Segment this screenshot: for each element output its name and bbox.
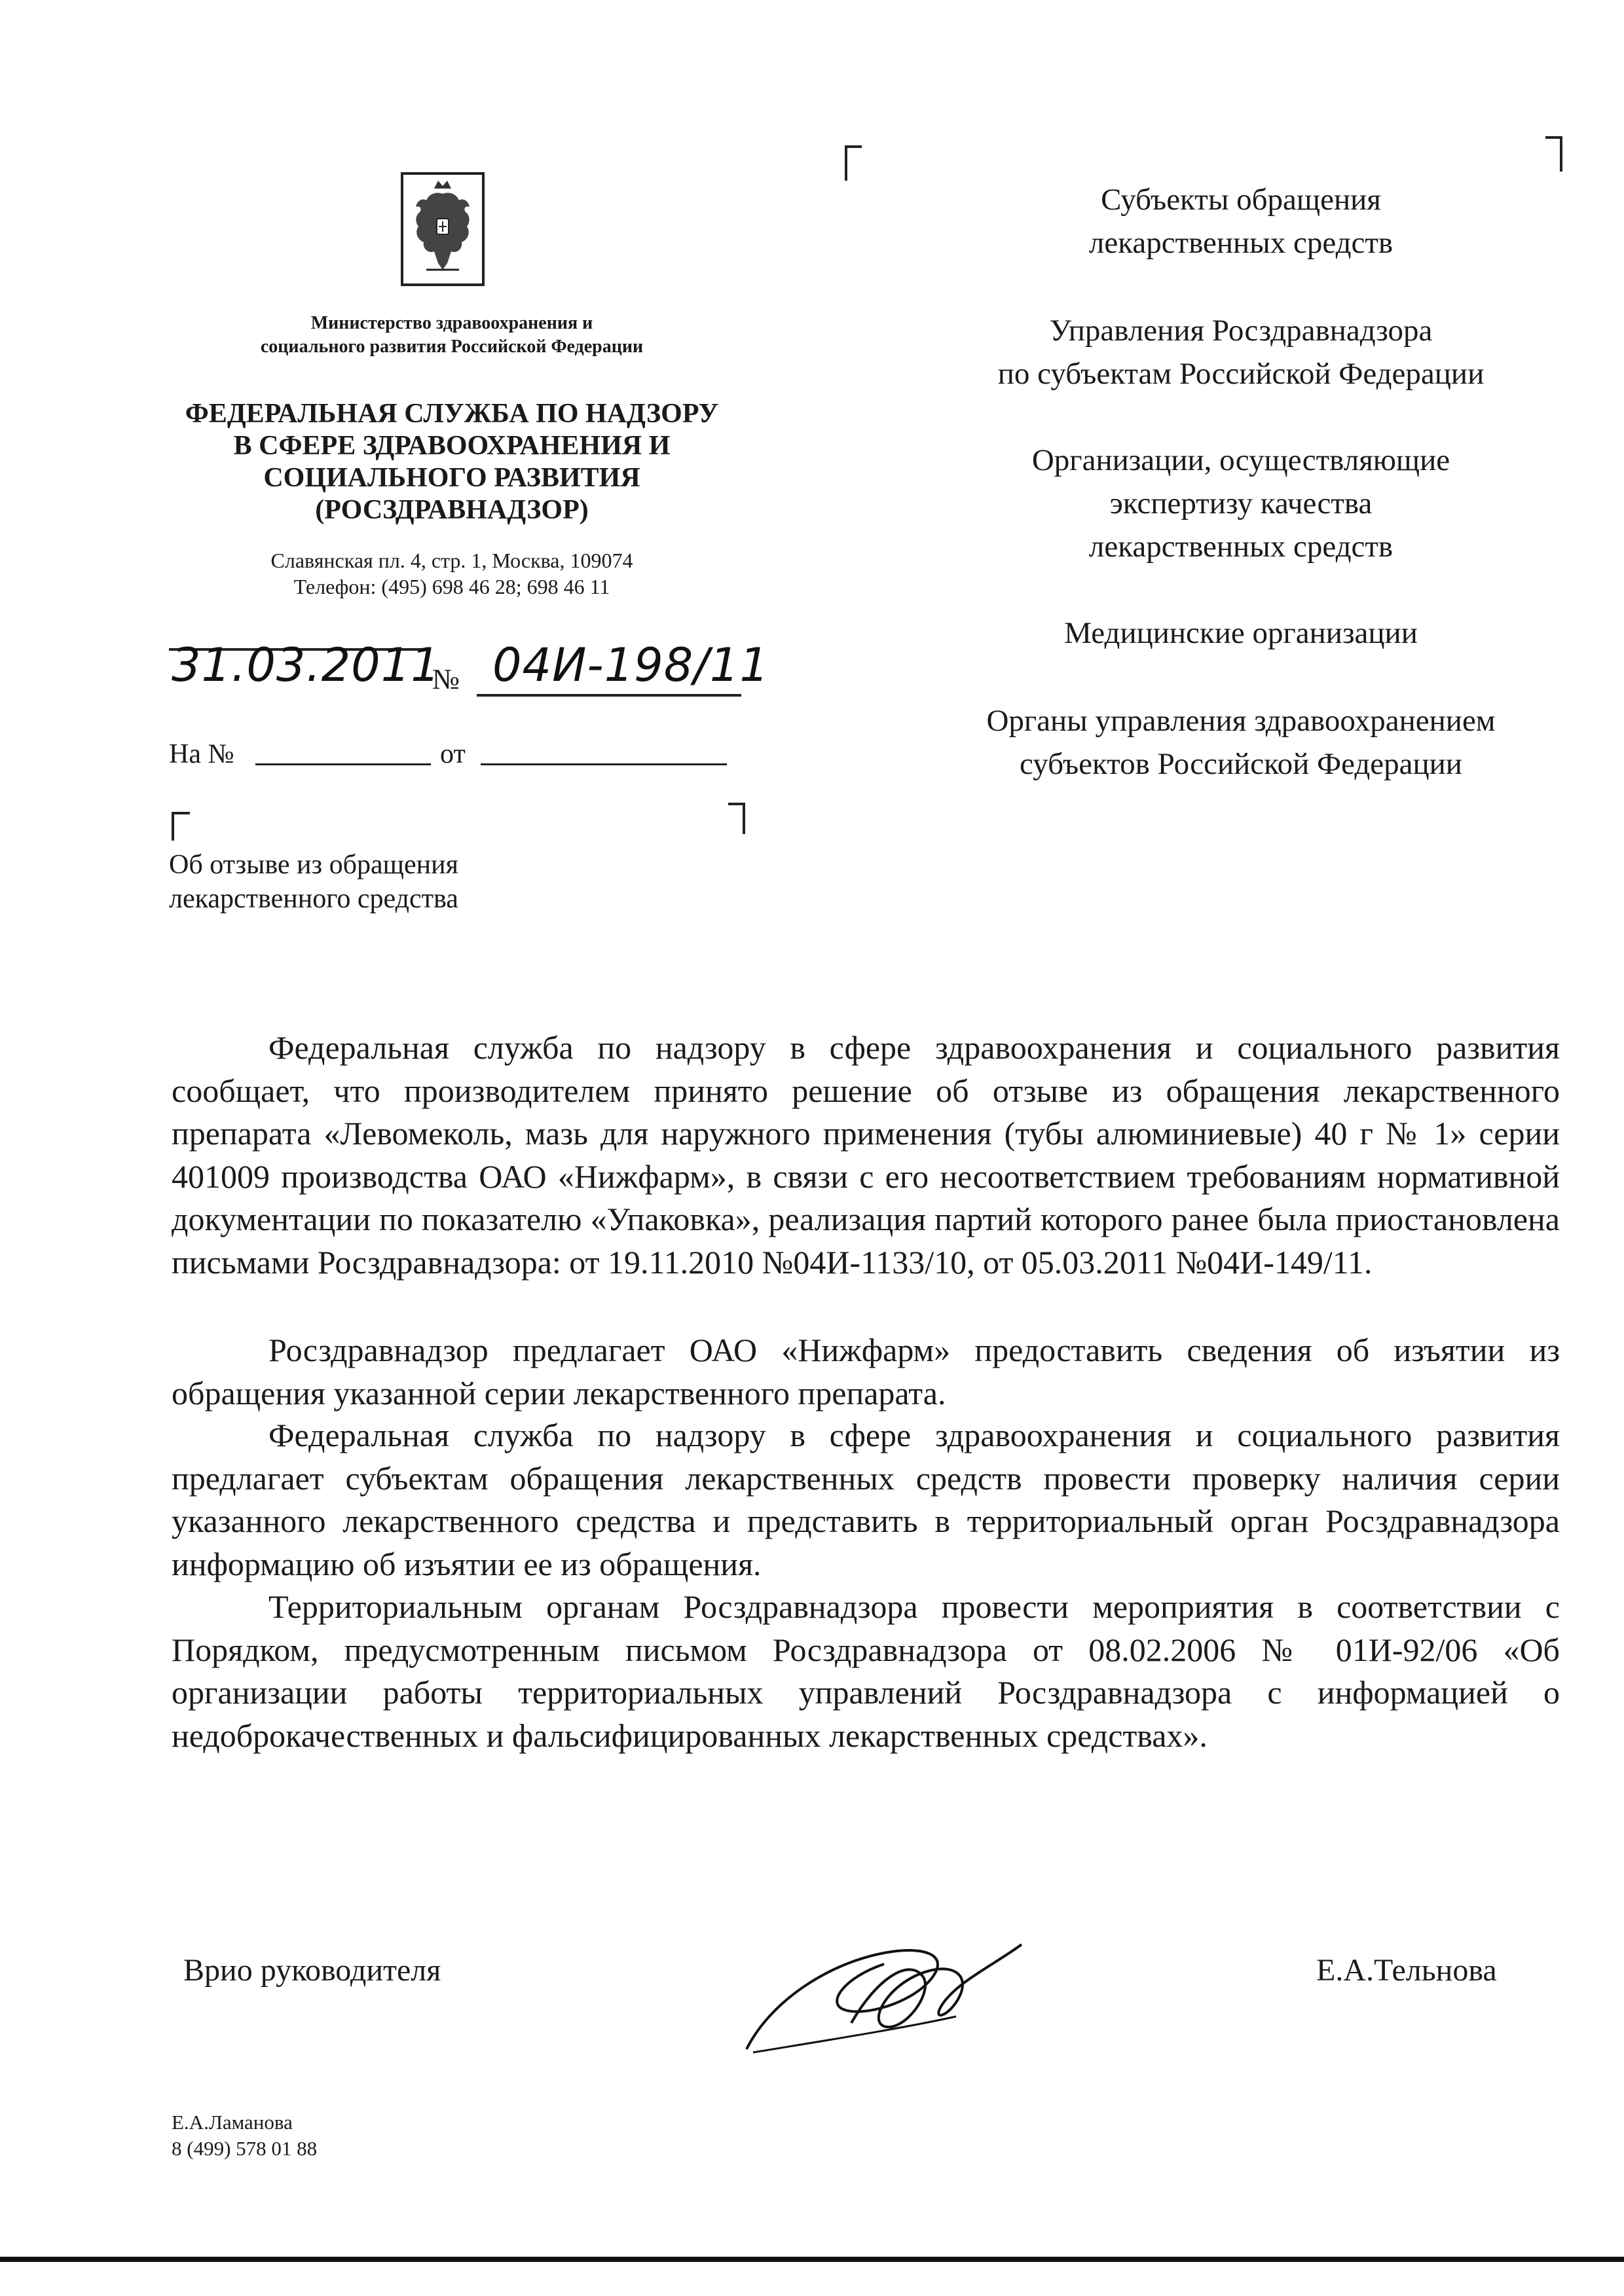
addressee-2-line-2: по субъектам Российской Федерации — [997, 357, 1485, 391]
agency-name-line-1: ФЕДЕРАЛЬНАЯ СЛУЖБА ПО НАДЗОРУ — [185, 399, 719, 429]
ministry-line-2: социального развития Российской Федерации — [260, 337, 644, 357]
subject-corner-right — [728, 803, 745, 834]
addressee-corner-left — [845, 145, 862, 181]
registration-number: 04И-198/11 — [492, 638, 769, 692]
addressee-1-line-1: Субъекты обращения — [1101, 183, 1381, 217]
reply-number-blank — [255, 741, 431, 765]
body-paragraph-4: Территориальным органам Росздравнадзора провести мероприятия в соответствии с Порядком, предусмотренным письмом Росздравнадзора от 08.02.2006 № 01И-92/06 «Об организации работы территориальных управлений Росздравнадзора с информацией о недоброкачественных и фальсифицированных лекарственных средствах». — [172, 1588, 1560, 1754]
bottom-border-line — [0, 2257, 1624, 2262]
agency-name-line-4: (РОСЗДРАВНАДЗОР) — [315, 495, 589, 525]
executor-name: Е.А.Ламанова — [172, 2111, 293, 2134]
body-paragraph-1: Федеральная служба по надзору в сфере здравоохранения и социального развития сообщает, что производителем принято решение об отзыве из обращения лекарственного препарата «Левомеколь, мазь для наружного применения (тубы алюминиевые) 40 г № 1» серии 401009 производства ОАО «Нижфарм», в связи с его несоответствием требованиям нормативной документации по показателю «Упаковка», реализация партий которого ранее была приостановлена письмами Росздравнадзора: от 19.11.2010 №04И-1133/10, от 05.03.2011 №04И-149/11. — [172, 1029, 1560, 1281]
reply-date-blank — [481, 741, 727, 765]
ministry-line-1: Министерство здравоохранения и — [310, 313, 593, 333]
handwritten-signature — [733, 1918, 1035, 2069]
number-sign: № — [432, 663, 460, 695]
agency-name-line-2: В СФЕРЕ ЗДРАВООХРАНЕНИЯ И — [233, 431, 671, 461]
subject-line-1: Об отзыве из обращения — [169, 850, 458, 880]
addressee-4-line-1: Медицинские организации — [1064, 616, 1418, 650]
addressee-3-line-3: лекарственных средств — [1088, 530, 1393, 564]
reply-date-label: от — [440, 739, 466, 769]
coat-of-arms-emblem — [400, 172, 485, 287]
body-paragraph-3: Федеральная служба по надзору в сфере здравоохранения и социального развития предлагает субъектам обращения лекарственных средств провести проверку наличия серии указанного лекарственного средства и представить в территориальный орган Росздравнадзора информацию об изъятии ее из обращения. — [172, 1417, 1560, 1582]
reply-number-label: На № — [169, 739, 234, 769]
addressee-2-line-1: Управления Росздравнадзора — [1049, 314, 1433, 348]
executor-phone: 8 (499) 578 01 88 — [172, 2137, 318, 2160]
subject-corner-left — [172, 812, 190, 841]
addressee-corner-right — [1545, 136, 1562, 172]
addressee-5-line-1: Органы управления здравоохранением — [986, 704, 1496, 738]
agency-name-line-3: СОЦИАЛЬНОГО РАЗВИТИЯ — [263, 463, 640, 493]
body-paragraph-2: Росздравнадзор предлагает ОАО «Нижфарм» предоставить сведения об изъятии из обращения указанной серии лекарственного препарата. — [172, 1332, 1560, 1412]
agency-address: Славянская пл. 4, стр. 1, Москва, 109074 — [270, 549, 633, 572]
agency-phone: Телефон: (495) 698 46 28; 698 46 11 — [293, 575, 610, 598]
signatory-role: Врио руководителя — [183, 1953, 441, 1988]
addressee-5-line-2: субъектов Российской Федерации — [1020, 747, 1462, 781]
addressee-3-line-2: экспертизу качества — [1109, 486, 1373, 520]
addressee-1-line-2: лекарственных средств — [1088, 226, 1393, 260]
signatory-name: Е.А.Тельнова — [1316, 1953, 1497, 1988]
registration-date: 31.03.2011 — [172, 638, 441, 692]
addressee-3-line-1: Организации, осуществляющие — [1031, 443, 1450, 477]
number-underline — [477, 694, 741, 697]
subject-line-2: лекарственного средства — [169, 884, 458, 914]
